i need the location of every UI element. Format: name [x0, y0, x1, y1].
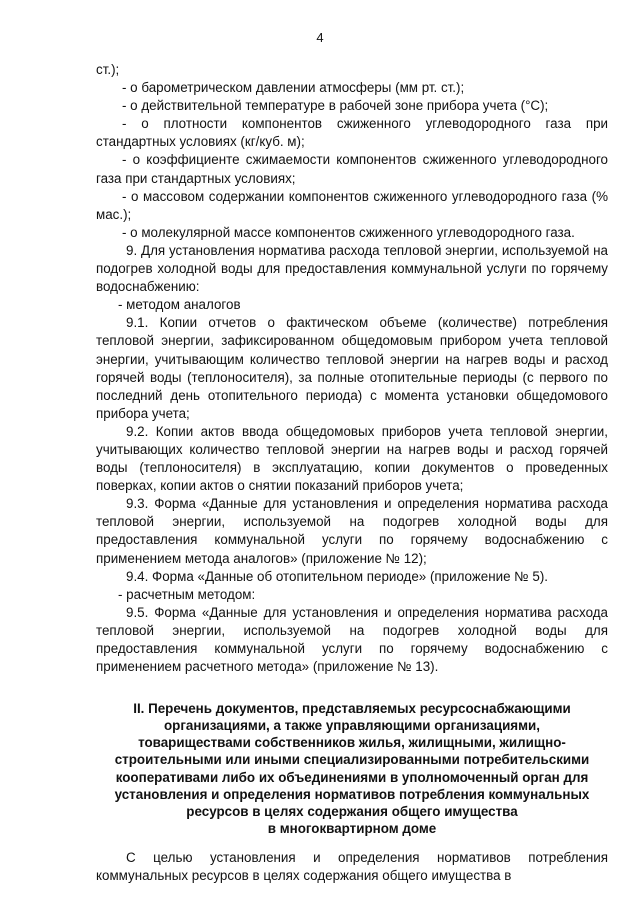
item-9-3: 9.3. Форма «Данные для установления и определения норматива расхода тепловой энергии, используемой на подогрев холодной воды для предоставления коммунальной услуги по горячему водоснабжению с применением метода аналогов» (приложение № 12);	[96, 496, 608, 566]
item-9-1: 9.1. Копии отчетов о фактическом объеме (количестве) потребления тепловой энергии, зафиксированном общедомовым прибором учета тепловой энергии, учитывающим количество тепловой энергии на нагрев воды и расход горячей воды (теплоносителя), за полные отопительные периоды (с первого по последний день отопительного периода) с момента установки общедомового прибора учета;	[96, 315, 608, 421]
method-calculation-label: - расчетным методом:	[118, 586, 256, 602]
section-ii-heading	[96, 700, 608, 837]
list-item-density: - о плотности компонентов сжиженного углеводородного газа при стандартных условиях (кг/куб. м);	[96, 116, 608, 150]
heading-line: в многоквартирном доме	[267, 820, 437, 836]
heading-line: установления и определения нормативов потребления коммунальных	[114, 786, 590, 802]
section-9-intro: 9. Для установления норматива расхода тепловой энергии, используемой на подогрев холодной воды для предоставления коммунальной услуги по горячему водоснабжению:	[96, 242, 608, 295]
heading-line: организациями, а также управляющими организациями,	[164, 718, 540, 734]
document-body	[96, 61, 608, 885]
paragraph-continuation: ст.);	[96, 62, 120, 77]
list-item-mass-content: - о массовом содержании компонентов сжиженного углеводородного газа (% мас.);	[96, 188, 608, 222]
list-item-molecular-mass: - о молекулярной массе компонентов сжиженного углеводородного газа.	[122, 224, 575, 240]
list-item-pressure: - о барометрическом давлении атмосферы (мм рт. ст.);	[122, 80, 465, 96]
list-item-compressibility: - о коэффициенте сжимаемости компонентов сжиженного углеводородного газа при стандартных условиях;	[96, 152, 608, 186]
item-9-4: 9.4. Форма «Данные об отопительном периоде» (приложение № 5).	[126, 568, 549, 584]
item-9-5: 9.5. Форма «Данные для установления и определения норматива расхода тепловой энергии, используемой на подогрев холодной воды для предоставления коммунальной услуги по горячему водоснабжению с применением расчетного метода» (приложение № 13).	[96, 604, 608, 675]
list-item-temperature: - о действительной температуре в рабочей зоне прибора учета (°С);	[122, 98, 549, 114]
closing-paragraph: С целью установления и определения нормативов потребления коммунальных ресурсов в целях содержания общего имущества в	[96, 849, 608, 884]
heading-line: строительными или иными специализированными потребительскими	[114, 752, 590, 768]
page-number: 4	[316, 30, 324, 45]
heading-line: II. Перечень документов, представляемых ресурсоснабжающими	[133, 701, 571, 717]
item-9-2: 9.2. Копии актов ввода общедомовых приборов учета тепловой энергии, учитывающих количество тепловой энергии на нагрев воды и расход горячей воды (теплоносителя) в эксплуатацию, копии документов о проведенных поверках, копии актов о снятии показаний приборов учета;	[96, 423, 608, 494]
method-analogues-label: - методом аналогов	[118, 297, 241, 313]
heading-line: товариществами собственников жилья, жилищными, жилищно-	[138, 735, 566, 751]
heading-line: кооперативами либо их объединениями в уполномоченный орган для	[115, 769, 589, 785]
heading-line: ресурсов в целях содержания общего имущества	[186, 803, 518, 819]
